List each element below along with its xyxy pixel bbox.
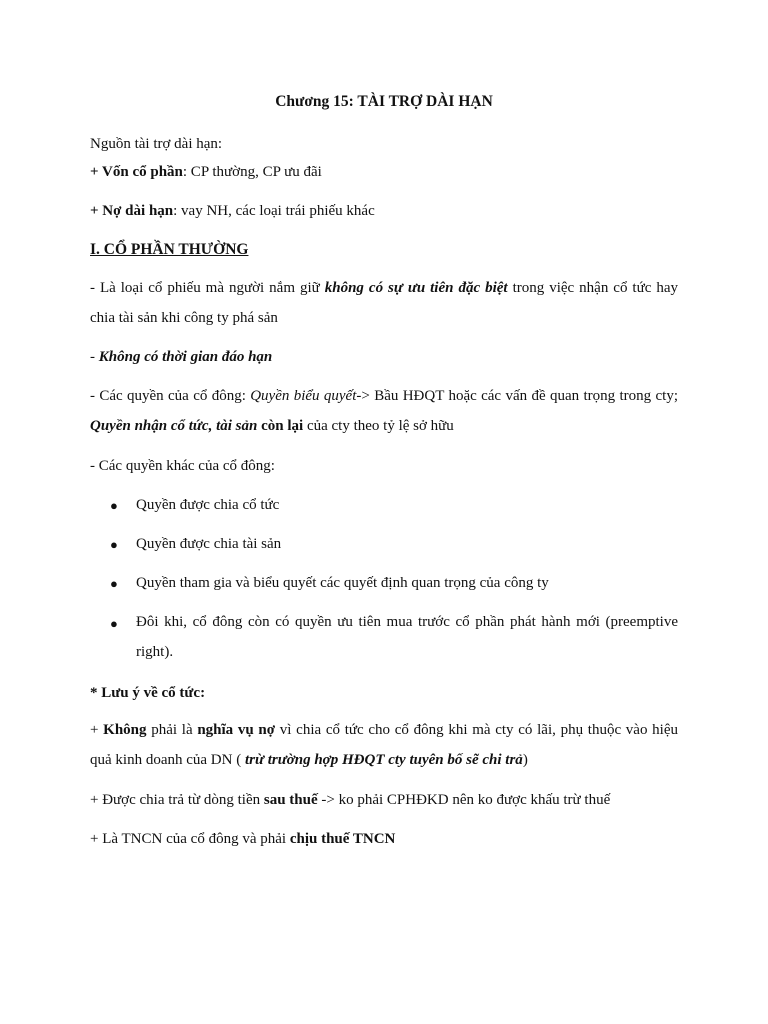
note-item-after-tax-text-1: + Được chia trả từ dòng tiền xyxy=(90,792,264,808)
paragraph-definition-part-1: - Là loại cổ phiếu mà người nắm giữ xyxy=(90,280,325,296)
intro-item-equity-label: + Vốn cổ phần xyxy=(90,164,183,180)
bullet-item: Quyền được chia tài sản xyxy=(136,536,282,552)
note-item-not-debt-text-2: vì chia cổ tức cho cổ đông khi mà cty có lãi, phụ thuộc vào hiệu quả kinh doanh của DN ( xyxy=(90,722,679,768)
section-heading-common-stock xyxy=(90,240,678,260)
note-item-personal-income xyxy=(90,829,678,849)
page-title: Chương 15: TÀI TRỢ DÀI HẠN xyxy=(275,93,493,110)
paragraph-definition-emphasis: không có sự ưu tiên đặc biệt xyxy=(324,280,508,296)
rights-proportion: của cty theo tỷ lệ sở hữu xyxy=(303,417,454,434)
bullet-marker: ● xyxy=(110,498,118,513)
bullet-item: Quyền tham gia và biểu quyết các quyết định quan trọng của công ty xyxy=(136,575,549,591)
rights-voting: Quyền biểu quyết xyxy=(250,388,357,404)
note-item-not-debt-prefix: + xyxy=(90,722,104,738)
bullet-marker: ● xyxy=(110,616,118,631)
intro-item-equity xyxy=(90,162,678,182)
note-item-not-debt-text-1: phải là xyxy=(146,722,198,738)
note-item-not-debt xyxy=(90,716,678,775)
paragraph-no-maturity-dash: - xyxy=(90,349,99,365)
note-item-not-debt-close: ) xyxy=(522,751,528,768)
note-item-after-tax-text-2: -> ko phải CPHĐKD nên ko được khấu trừ thuế xyxy=(317,792,611,808)
rights-remaining: còn lại xyxy=(257,417,304,434)
intro-heading: Nguồn tài trợ dài hạn: xyxy=(90,136,223,152)
intro-item-debt-text: : vay NH, các loại trái phiếu khác xyxy=(173,203,375,219)
note-item-not-debt-exception: trừ trường hợp HĐQT cty tuyên bố sẽ chi trả xyxy=(244,751,523,768)
paragraph-definition-part-2: trong việc nhận cổ tức hay chia tài sản khi công ty phá sản xyxy=(90,280,679,326)
intro-item-debt-label: + Nợ dài hạn xyxy=(90,203,174,219)
intro-item-equity-text: : CP thường, CP ưu đãi xyxy=(182,164,322,180)
rights-voting-desc: -> Bầu HĐQT hoặc các vấn đề quan trọng trong cty; xyxy=(356,388,678,404)
rights-intro: - Các quyền của cổ đông: xyxy=(90,388,251,404)
note-item-after-tax xyxy=(90,790,678,810)
note-heading xyxy=(90,683,678,703)
paragraph-shareholder-rights xyxy=(90,382,678,441)
rights-dividend-assets: Quyền nhận cổ tức, tài sản xyxy=(90,417,258,434)
note-heading-text: * Lưu ý về cổ tức: xyxy=(90,685,206,701)
note-item-not-debt-bold-2: nghĩa vụ nợ xyxy=(197,722,276,738)
paragraph-no-maturity xyxy=(90,347,678,367)
note-item-personal-income-text: + Là TNCN của cổ đông và phải xyxy=(90,831,290,847)
bullet-marker: ● xyxy=(110,537,118,552)
note-item-personal-income-bold: chịu thuế TNCN xyxy=(289,831,396,847)
paragraph-other-rights: - Các quyền khác của cổ đông: xyxy=(90,458,275,474)
paragraph-definition xyxy=(90,274,678,333)
section-heading-text: I. CỔ PHẦN THƯỜNG xyxy=(90,241,249,258)
bullet-marker: ● xyxy=(110,576,118,591)
note-item-after-tax-bold: sau thuế xyxy=(263,792,318,808)
bullet-item: Quyền được chia cổ tức xyxy=(136,497,280,513)
paragraph-no-maturity-text: Không có thời gian đáo hạn xyxy=(98,349,273,365)
bullet-item: Đôi khi, cổ đông còn có quyền ưu tiên mua trước cổ phần phát hành mới (preemptive right). xyxy=(136,614,678,660)
intro-item-debt xyxy=(90,201,678,221)
note-item-not-debt-bold-1: Không xyxy=(103,722,147,738)
